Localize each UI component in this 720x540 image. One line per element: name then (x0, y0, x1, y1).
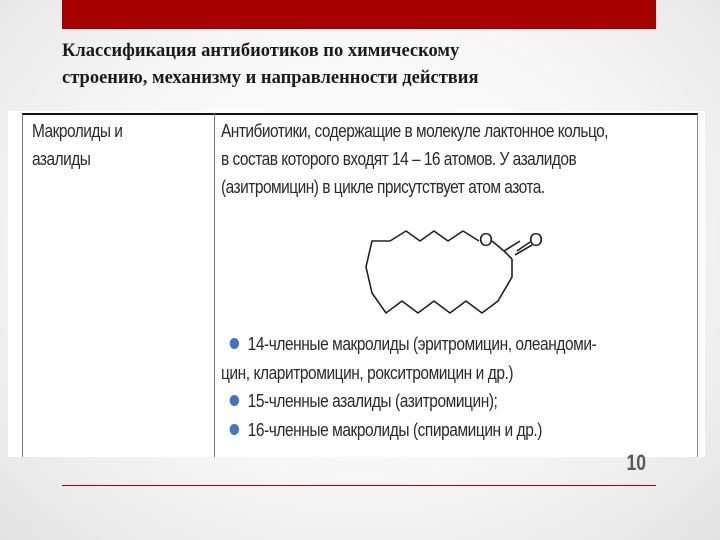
slide-title-line-2: строению, механизму и направленности действия (62, 68, 479, 88)
bullet-item-16-membered (221, 416, 703, 445)
slide-title-line-1: Классификация антибиотиков по химическому (62, 41, 460, 61)
bullet-dot-icon (230, 424, 239, 435)
description-line-2: в состав которого входят 14 – 16 атомов. У азалидов (221, 149, 577, 169)
bullet-item-14-membered (221, 330, 703, 359)
bullet-item-15-membered (221, 387, 703, 416)
table-cell-class-name (32, 117, 122, 173)
bullet-2-line-1: 15-членные азалиды (азитромицин); (247, 391, 498, 411)
bullet-item-14-membered-continued (221, 359, 703, 388)
macrolide-bullet-list (221, 330, 703, 444)
bullet-dot-icon (230, 338, 239, 349)
carbonyl-oxygen-label: O (529, 230, 544, 250)
classification-table-image (8, 111, 705, 457)
bullet-3-line-1: 16-членные макролиды (спирамицин и др.) (247, 419, 542, 440)
class-name-line-2: азалиды (32, 149, 91, 169)
ring-oxygen-label: O (479, 230, 494, 250)
table-cell-description (221, 117, 608, 201)
top-accent-bar (62, 0, 656, 29)
lactone-ring-structure (352, 219, 552, 327)
bullet-dot-icon (230, 395, 239, 406)
ring-closure-bond (504, 251, 512, 259)
description-line-1: Антибиотики, содержащие в молекуле лактонное кольцо, (221, 121, 609, 141)
slide-title (62, 38, 662, 92)
class-name-line-1: Макролиды и (32, 121, 123, 141)
page-number: 10 (626, 450, 647, 475)
bullet-1-line-1: 14-членные макролиды (эритромицин, олеандоми- (247, 334, 597, 354)
bullet-1-line-2: цин, кларитромицин, рокситромицин и др.) (221, 362, 514, 383)
carbonyl-bond (504, 241, 520, 251)
bottom-accent-line (62, 485, 656, 486)
ester-bond (492, 241, 504, 251)
description-line-3: (азитромицин) в цикле присутствует атом азота. (221, 177, 545, 197)
table-column-divider (214, 113, 215, 457)
